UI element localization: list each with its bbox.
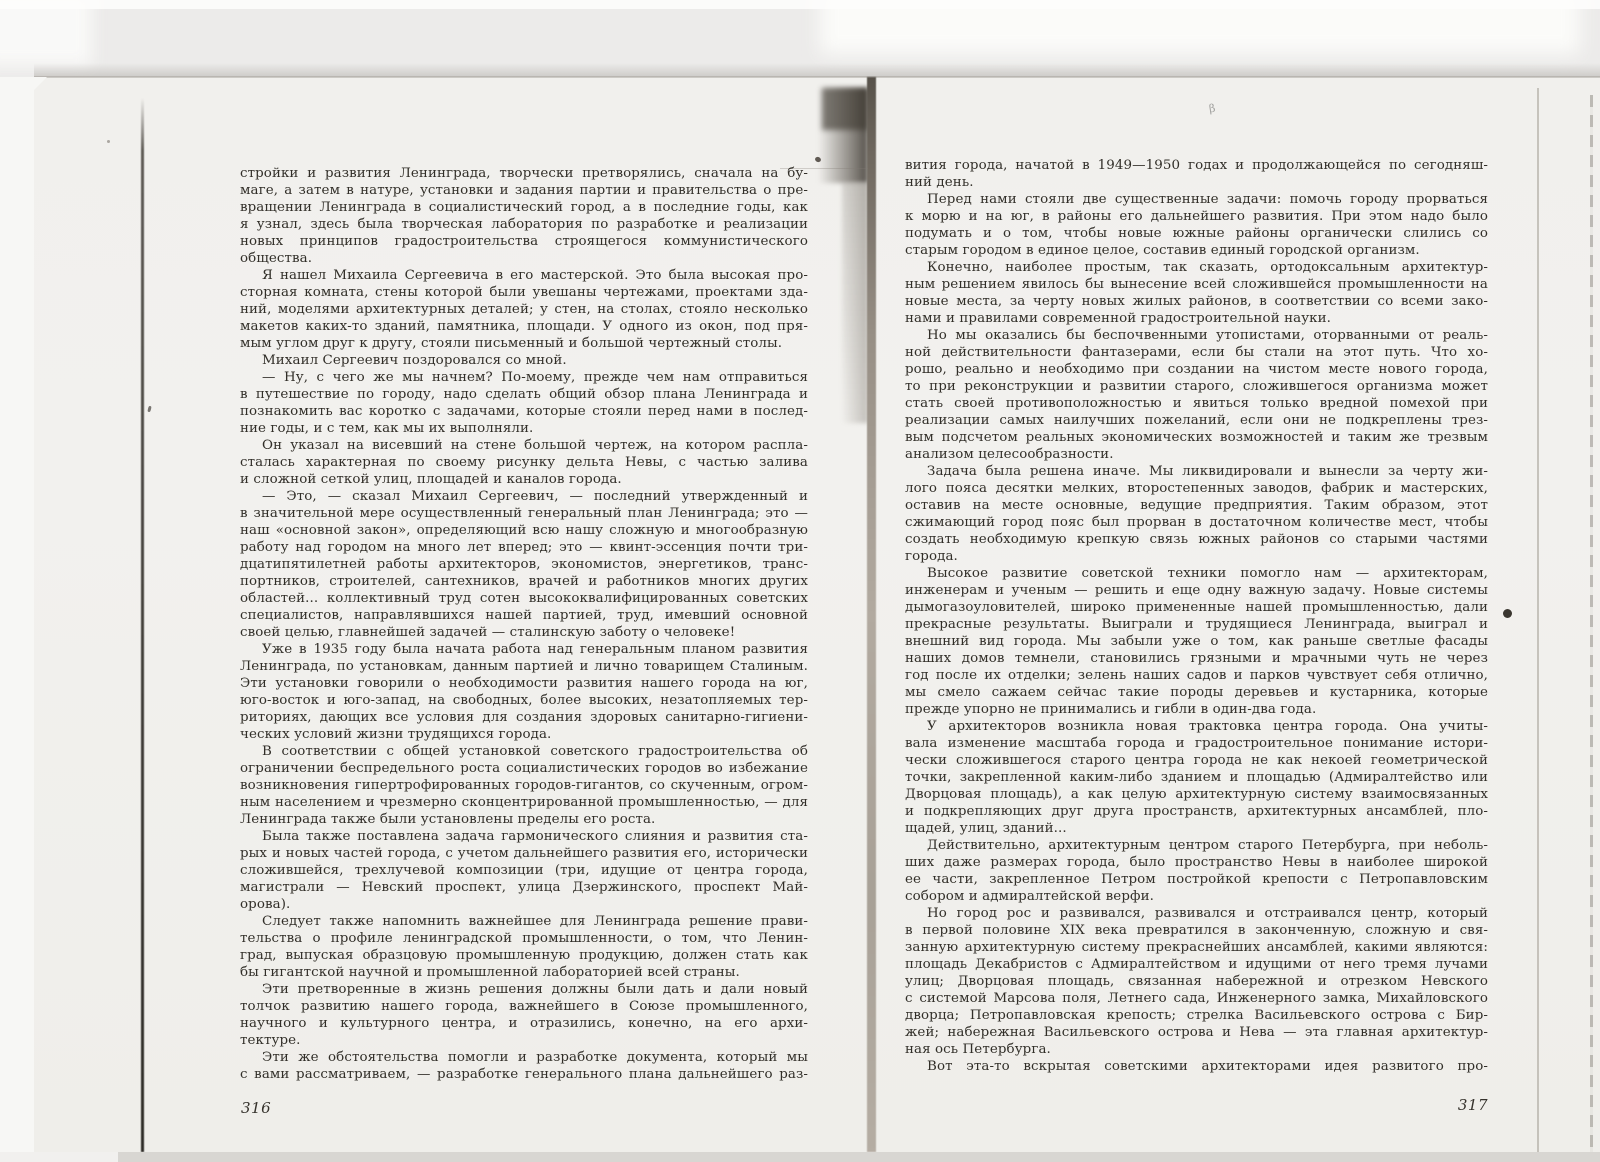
- text-line: портников, строителей, сантехников, врачей и работников многих других: [240, 574, 808, 589]
- page-316-text-column: [240, 165, 808, 1083]
- text-line: тектуре.: [240, 1033, 301, 1048]
- text-line: тельства о профиле ленинградской промышленности, о том, что Ленин-: [240, 931, 808, 946]
- paragraph: [905, 565, 1488, 718]
- scanner-bed-bottom-left: [0, 1152, 118, 1162]
- left-page-edge-line: [141, 98, 144, 1152]
- text-line: стройки и развития Ленинграда, творчески претворялись, сначала на бу-: [240, 166, 808, 181]
- text-line: собором и адмиралтейской верфи.: [905, 889, 1154, 904]
- text-line: Конечно, наиболее простым, так сказать, ортодоксальным архитектур-: [927, 260, 1488, 275]
- text-line: Действительно, архитектурным центром старого Петербурга, при неболь-: [927, 838, 1488, 853]
- text-line: оставив на месте основные, ведущие предприятия. Таким образом, этот: [905, 498, 1488, 513]
- text-line: внешний вид города. Мы забыли уже о том, как раньше светлые фасады: [905, 634, 1488, 649]
- text-line: орова).: [240, 897, 291, 912]
- paragraph: [905, 718, 1488, 837]
- paragraph: [905, 191, 1488, 259]
- text-line: мы смело сажаем сейчас такие породы деревьев и кустарника, которые: [905, 685, 1488, 700]
- paragraph: [905, 1058, 1488, 1075]
- scanner-bed-top-strip: [0, 0, 1600, 9]
- text-line: Дворцовая площадь), а как целую архитектурную систему взаимосвязанных: [905, 787, 1488, 802]
- text-line: создать необходимую крепкую связь южных районов со старыми частями: [905, 532, 1488, 547]
- text-line: нами и правилами современной градостроительной науки.: [905, 311, 1332, 326]
- text-line: магистрали — Невский проспект, улица Дзержинского, проспект Май-: [240, 880, 808, 895]
- right-page-edge-texture: [1590, 95, 1593, 1152]
- text-line: — Это, — сказал Михаил Сергеевич, — последний утвержденный и: [262, 489, 808, 504]
- page-top-shadow: [34, 63, 1600, 77]
- paragraph: [240, 165, 808, 267]
- text-line: Задача была решена иначе. Мы ликвидировали и вынесли за черту жи-: [927, 464, 1488, 479]
- text-line: Но мы оказались бы беспочвенными утопистами, оторванными от реаль-: [927, 328, 1488, 343]
- ink-spot: [1503, 609, 1512, 618]
- text-line: с вами рассматриваем, — разработке генерального плана дальнейшего раз-: [240, 1067, 808, 1082]
- text-line: и сложной сеткой улиц, площадей и каналов города.: [240, 472, 622, 487]
- text-line: в первой половине XIX века превратился в законченную, сложную и свя-: [905, 923, 1488, 938]
- text-line: сложившейся, трехлучевой композиции (три, идущие от центра города,: [240, 863, 808, 878]
- text-line: Но город рос и развивался, развивался и отстраивался центр, который: [927, 906, 1488, 921]
- text-line: к морю и на юг, в районы его дальнейшего развития. При этом надо было: [905, 209, 1488, 224]
- scanner-bed-highlight-left: [0, 0, 92, 66]
- text-line: наших домов темнели, становились грязными и мрачными чуть не через: [905, 651, 1488, 666]
- text-line: вым подсчетом реальных экономических возможностей и таким же трезвым: [905, 430, 1488, 445]
- page-number-316: 316: [241, 1099, 272, 1117]
- text-line: инженерам и ученым — решить и еще одну важную задачу. Новые системы: [905, 583, 1488, 598]
- text-line: ние годы, и с тем, как мы их выполняли.: [240, 421, 534, 436]
- paragraph: [905, 259, 1488, 327]
- text-line: бы гигантской научной и промышленной лабораторией всей страны.: [240, 965, 740, 980]
- text-line: дымогазоуловителей, широко примененные нашей промышленностью, дали: [905, 600, 1488, 615]
- paragraph: [240, 1049, 808, 1083]
- paragraph: [905, 905, 1488, 1058]
- paragraph: [905, 837, 1488, 905]
- page-number-317: 317: [1457, 1096, 1488, 1114]
- paragraph: [905, 327, 1488, 463]
- paragraph: [240, 437, 808, 488]
- text-line: ее части, закрепленное Петром постройкой крепости с Петропавловским: [905, 872, 1488, 887]
- text-line: в значительной мере осуществленный генеральный план Ленинграда; это —: [240, 506, 808, 521]
- text-line: дворца; Петропавловская крепость; стрелка Васильевского острова с Бир-: [905, 1008, 1488, 1023]
- text-line: Эти претворенные в жизнь решения должны были дать и дали новый: [262, 982, 808, 997]
- text-line: занную архитектурную систему прекраснейших ансамблей, какими являются:: [905, 940, 1488, 955]
- text-line: Высокое развитие советской техники помогло нам — архитекторам,: [927, 566, 1488, 581]
- text-line: рошо, реально и необходимо при создании на чистом месте нового города,: [905, 362, 1488, 377]
- text-line: ний, моделями архитектурных деталей; у стен, на столах, стояло несколько: [240, 302, 808, 317]
- text-line: вития города, начатой в 1949—1950 годах и продолжающейся по сегодняш-: [905, 158, 1488, 173]
- paragraph: [240, 828, 808, 913]
- page-corner-fold: [34, 77, 47, 90]
- text-line: познакомить вас коротко с задачами, которые стояли перед нами в послед-: [240, 404, 808, 419]
- text-line: В соответствии с общей установкой советского градостроительства об: [262, 744, 808, 759]
- text-line: Он указал на висевший на стене большой чертеж, на котором распла-: [262, 438, 808, 453]
- pencil-marginalia: β: [1208, 101, 1217, 116]
- text-line: риториях, дающих все условия для создания здоровых санитарно-гигиени-: [240, 710, 808, 725]
- text-line: юго-восток и юго-запад, на свободных, более высоких, незатопляемых тер-: [240, 693, 808, 708]
- text-line: сжимающий город пояс был прорван в достаточном количестве мест, чтобы: [905, 515, 1488, 530]
- text-line: ным населением и чрезмерно сконцентрированной промышленностью, — для: [240, 795, 808, 810]
- paragraph: [240, 981, 808, 1049]
- text-line: улиц; Дворцовая площадь, связанная набережной и отрезком Невского: [905, 974, 1488, 989]
- scanner-bed-bottom: [0, 1152, 1600, 1162]
- text-line: то при реконструкции и развитии старого, сложившегося организма может: [905, 379, 1488, 394]
- scanner-bed-left: [0, 77, 34, 1162]
- text-line: Михаил Сергеевич поздоровался со мной.: [262, 353, 567, 368]
- text-line: лого пояса десятки мелких, второстепенных заводов, фабрик и мастерских,: [905, 481, 1488, 496]
- text-line: подумать и о том, чтобы новые южные районы органически слились со: [905, 226, 1488, 241]
- text-line: ших даже размерах города, было пространство Невы в наиболее широкой: [905, 855, 1488, 870]
- text-line: Следует также напомнить важнейшее для Ленинграда решение прави-: [262, 914, 808, 929]
- text-line: я узнал, здесь была творческая лаборатория по разработке и реализации: [240, 217, 808, 232]
- text-line: Была также поставлена задача гармонического слияния и развития ста-: [262, 829, 808, 844]
- text-line: Перед нами стояли две существенные задачи: помочь городу прорваться: [927, 192, 1488, 207]
- text-line: прежде упорно не принимались и гибли в один-два года.: [905, 702, 1317, 717]
- text-line: реализации самых наилучших пожеланий, если они не подкреплены трез-: [905, 413, 1488, 428]
- paragraph: [240, 369, 808, 437]
- text-line: ная ось Петербурга.: [905, 1042, 1051, 1057]
- text-line: град, выпуская образцовую промышленную продукцию, должен стать как: [240, 948, 808, 963]
- text-line: мым углом друг к другу, стояли письменный и большой чертежный столы.: [240, 336, 783, 351]
- gutter-shadow-cap: [822, 88, 868, 130]
- text-line: анализом целесообразности.: [905, 447, 1114, 462]
- text-line: в путешествие по городу, надо сделать общий обзор плана Ленинграда и: [240, 387, 808, 402]
- text-line: сторная комната, стены которой были увешаны чертежами, проектами зда-: [240, 285, 808, 300]
- text-line: Вот эта-то вскрытая советскими архитекторами идея развитого про-: [927, 1059, 1488, 1074]
- gutter-shadow-fade: [842, 183, 868, 423]
- paragraph: [240, 641, 808, 743]
- text-line: прекрасные результаты. Выиграли и трудящиеся Ленинграда, выиграл и: [905, 617, 1488, 632]
- text-line: Эти установки говорили о необходимости развития нашего города на юг,: [240, 676, 808, 691]
- text-line: специалистов, направлявшихся нашей партией, труд, имевший основной: [240, 608, 808, 623]
- text-line: дцатипятилетней работы архитекторов, экономистов, энергетиков, транс-: [240, 557, 808, 572]
- paragraph: [240, 743, 808, 828]
- scan-speck: [107, 140, 110, 143]
- text-line: толчок развитию нашего города, важнейшего в Союзе промышленного,: [240, 999, 808, 1014]
- page-top-edge: [34, 76, 1600, 78]
- text-line: год после их отделки; зелень наших садов и парков чувствует себя отлично,: [905, 668, 1488, 683]
- text-line: вращении Ленинграда в социалистический город, а в последние годы, как: [240, 200, 808, 215]
- text-line: Уже в 1935 году была начата работа над генеральным планом развития: [262, 642, 808, 657]
- text-line: общества.: [240, 251, 313, 266]
- text-line: наш «основной закон», определяющий всю нашу сложную и многообразную: [240, 523, 808, 538]
- text-line: старым городом в единое целое, составив единый городской организм.: [905, 243, 1420, 258]
- text-line: ной действительности фантазерами, если бы стали на этот путь. Что хо-: [905, 345, 1488, 360]
- text-line: научного и культурного центра, и отразились, конечно, на его архи-: [240, 1016, 808, 1031]
- text-line: Ленинграда, по установкам, данным партией и лично товарищем Сталиным.: [240, 659, 808, 674]
- text-line: — Ну, с чего же мы начнем? По-моему, прежде чем нам отправиться: [262, 370, 808, 385]
- text-line: щадей, улиц, зданий...: [905, 821, 1067, 836]
- text-line: Эти же обстоятельства помогли и разработке документа, который мы: [262, 1050, 808, 1065]
- text-line: Ленинграда также были установлены пределы его роста.: [240, 812, 656, 827]
- page-317-text-column: [905, 157, 1488, 1075]
- text-line: жей; набережная Васильевского острова и Нева — эта главная архитектур-: [905, 1025, 1488, 1040]
- right-page-edge-line: [1537, 88, 1539, 1152]
- text-line: сталась характерная по своему рисунку дельта Невы, с частью залива: [240, 455, 808, 470]
- text-line: вала изменение масштаба города и градостроительное понимание истори-: [905, 736, 1488, 751]
- text-line: ограничении беспредельного роста социалистических городов во избежание: [240, 761, 808, 776]
- text-line: макетов каких-то зданий, памятника, площади. У одного из окон, под пря-: [240, 319, 808, 334]
- text-line: ным решением явилось бы вынесение всей сложившейся промышленности на: [905, 277, 1488, 292]
- text-line: ний день.: [905, 175, 974, 190]
- paragraph: [240, 352, 808, 369]
- text-line: возникновения гипертрофированных городов-гигантов, со скученным, огром-: [240, 778, 808, 793]
- text-line: площадь Декабристов с Адмиралтейством и идущими от него тремя лучами: [905, 957, 1488, 972]
- text-line: рых и новых частей города, с учетом дальнейшего развития его, исторически: [240, 846, 808, 861]
- text-line: областей... коллективный труд сотен высококвалифицированных советских: [240, 591, 808, 606]
- text-line: и подкрепляющих друг друга пространств, архитектурных ансамблей, пло-: [905, 804, 1488, 819]
- text-line: работу над городом на много лет вперед; это — квинт-эссенция почти три-: [240, 540, 808, 555]
- paragraph: [240, 488, 808, 641]
- text-line: с системой Марсова поля, Летнего сада, Инженерного замка, Михайловского: [905, 991, 1488, 1006]
- paragraph: [240, 267, 808, 352]
- paragraph: [240, 913, 808, 981]
- book-gutter-line: [867, 77, 876, 1152]
- text-line: своей целью, главнейшей задачей — сталинскую заботу о человеке!: [240, 625, 736, 640]
- text-line: города.: [905, 549, 958, 564]
- text-line: ческих условий жизни трудящихся города.: [240, 727, 552, 742]
- text-line: точки, закрепленной каким-либо зданием и площадью (Адмиралтейство или: [905, 770, 1488, 785]
- text-line: новые места, за черту новых жилых районов, в соответствии со всеми зако-: [905, 294, 1488, 309]
- text-line: маге, а затем в натуре, установки и задания партии и правительства о пре-: [240, 183, 808, 198]
- paragraph: [905, 157, 1488, 191]
- paragraph: [905, 463, 1488, 565]
- text-line: стать своей противоположностью и явиться только вредной помехой при: [905, 396, 1488, 411]
- text-line: Я нашел Михаила Сергеевича в его мастерской. Это была высокая про-: [262, 268, 808, 283]
- text-line: новых принципов градостроительства строящегося коммунистического: [240, 234, 808, 249]
- text-line: У архитекторов возникла новая трактовка центра города. Она учиты-: [927, 719, 1488, 734]
- text-line: чески сложившегося старого центра города не как некоей геометрической: [905, 753, 1488, 768]
